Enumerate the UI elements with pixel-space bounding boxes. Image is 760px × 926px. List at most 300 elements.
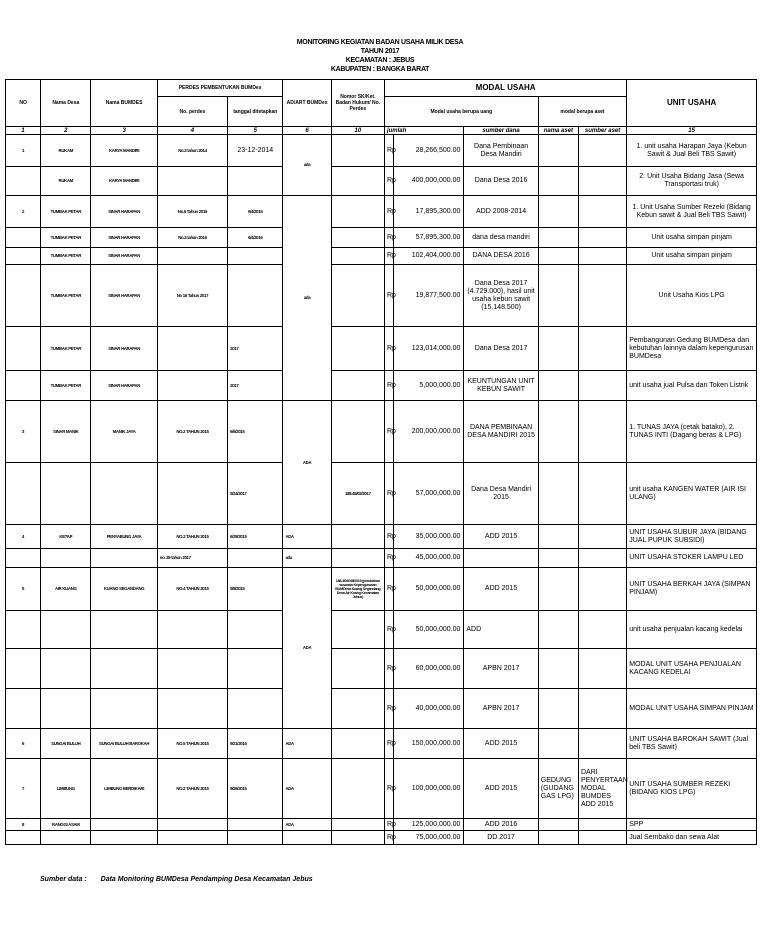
cell-aset <box>538 135 578 167</box>
cell-aset <box>538 689 578 729</box>
cell-sk <box>331 327 384 371</box>
cell-desa: TUMBAK PETAR <box>41 248 91 265</box>
cell-aset <box>538 228 578 248</box>
cell-jumlah: 50,000,000.00 <box>394 568 464 611</box>
index-cell: 2 <box>41 127 91 135</box>
cell-jumlah: 60,000,000.00 <box>394 649 464 689</box>
cell-aset <box>538 819 578 831</box>
cell-sumber-aset <box>578 831 626 845</box>
cell-perdes: No.3 tahun 2016 <box>157 228 227 248</box>
cell-bumdes: KARYA MANDIRI <box>91 167 157 196</box>
cell-rp: Rp <box>384 649 393 689</box>
cell-bumdes: SUNGAI BULUH BAROKAH <box>91 729 157 759</box>
cell-tanggal <box>228 265 283 327</box>
cell-tanggal: 6/4/2016 <box>228 228 283 248</box>
cell-rp: Rp <box>384 196 393 228</box>
table-row <box>6 463 757 525</box>
cell-sk <box>331 819 384 831</box>
index-cell: 4 <box>157 127 227 135</box>
cell-aset <box>538 196 578 228</box>
cell-no <box>6 463 41 525</box>
cell-unit: MODAL UNIT USAHA SIMPAN PINJAM <box>627 689 757 729</box>
cell-jumlah: 40,000,000.00 <box>394 689 464 729</box>
cell-aset <box>538 611 578 649</box>
cell-no <box>6 167 41 196</box>
cell-unit: UNIT USAHA STOKER LAMPU LED <box>627 549 757 568</box>
cell-bumdes <box>91 831 157 845</box>
cell-sumber <box>464 549 538 568</box>
table-row <box>6 327 757 371</box>
cell-perdes: no. 29 tahun 2017 <box>157 549 227 568</box>
cell-aset <box>538 525 578 549</box>
cell-sumber: Dana Desa Mandiri 2015 <box>464 463 538 525</box>
cell-no: 4 <box>6 525 41 549</box>
cell-perdes: NO.2 TAHUN 2015 <box>157 401 227 463</box>
cell-tanggal: 5/24/2017 <box>228 463 283 525</box>
index-cell: 5 <box>228 127 283 135</box>
cell-unit: unit usaha penjualan kacang kedelai <box>627 611 757 649</box>
header-no: NO <box>6 80 41 127</box>
cell-desa: TUMBAK PETAR <box>41 265 91 327</box>
cell-perdes <box>157 463 227 525</box>
cell-tanggal <box>228 649 283 689</box>
cell-desa: TUMBAK PETAR <box>41 196 91 228</box>
cell-no <box>6 689 41 729</box>
cell-perdes: No.3 tahun 2014 <box>157 135 227 167</box>
cell-adart: ada <box>283 549 331 568</box>
cell-desa: AIR KUANG <box>41 568 91 611</box>
cell-aset <box>538 167 578 196</box>
cell-tanggal <box>228 549 283 568</box>
cell-perdes <box>157 371 227 401</box>
cell-unit: 1. Unit Usaha Sumber Rezeki (Bidang Kebun sawit & Jual Beli TBS Sawit) <box>627 196 757 228</box>
cell-no <box>6 649 41 689</box>
cell-tanggal: 23-12-2014 <box>228 135 283 167</box>
header-tanggal: tanggal ditetapkan <box>228 97 283 127</box>
cell-sumber-aset <box>578 167 626 196</box>
cell-desa <box>41 611 91 649</box>
cell-sumber: ADD 2015 <box>464 759 538 819</box>
source-note <box>40 876 325 883</box>
header-modal-uang: Modal usaha berupa uang <box>384 97 538 127</box>
cell-jumlah: 17,895,300.00 <box>394 196 464 228</box>
cell-unit: UNIT USAHA SUMBER REZEKI (BIDANG KIOS LPG) <box>627 759 757 819</box>
cell-sumber: DANA PEMBINAAN DESA MANDIRI 2015 <box>464 401 538 463</box>
cell-sumber-aset <box>578 525 626 549</box>
index-cell: 10 <box>331 127 384 135</box>
cell-unit: Pembangunan Gedung BUMDesa dan kebutuhan lainnya dalam kepengurusan BUMDesa <box>627 327 757 371</box>
cell-no <box>6 549 41 568</box>
cell-unit: Unit Usaha Kios LPG <box>627 265 757 327</box>
cell-no <box>6 265 41 327</box>
cell-bumdes: MANIK JAYA <box>91 401 157 463</box>
cell-rp: Rp <box>384 831 393 845</box>
cell-sumber: KEUNTUNGAN UNIT KEBUN SAWIT <box>464 371 538 401</box>
header-perdes: PERDES PEMBENTUKAN BUMDes <box>157 80 283 97</box>
cell-aset <box>538 401 578 463</box>
cell-rp: Rp <box>384 327 393 371</box>
cell-unit: unit usaha KANGEN WATER (AIR ISI ULANG) <box>627 463 757 525</box>
cell-bumdes: SINAR HARAPAN <box>91 196 157 228</box>
cell-rp: Rp <box>384 228 393 248</box>
cell-sumber-aset: DARI PENYERTAAN MODAL BUMDES ADD 2015 <box>578 759 626 819</box>
cell-bumdes <box>91 463 157 525</box>
source-label: Sumber data : <box>40 876 87 883</box>
table-row <box>6 759 757 819</box>
doc-title-line3: KECAMATAN : JEBUS <box>345 57 415 64</box>
header-nomor-sk: Nomor SK/Ket. Badan Hukum/ No. Perdes <box>331 80 384 127</box>
cell-adart: ADA <box>283 525 331 549</box>
table-row <box>6 819 757 831</box>
cell-rp: Rp <box>384 819 393 831</box>
cell-desa: KETAP <box>41 525 91 549</box>
doc-title-line1: MONITORING KEGIATAN BADAN USAHA MILIK DESA <box>296 39 464 46</box>
index-cell: 3 <box>91 127 157 135</box>
table-row <box>6 568 757 611</box>
cell-tanggal <box>228 248 283 265</box>
cell-sk <box>331 265 384 327</box>
cell-rp: Rp <box>384 463 393 525</box>
cell-jumlah: 150,000,000.00 <box>394 729 464 759</box>
cell-bumdes: SINAR HARAPAN <box>91 228 157 248</box>
cell-perdes: No 16 Tahun 2017 <box>157 265 227 327</box>
cell-aset <box>538 265 578 327</box>
cell-tanggal: 5/8/2015 <box>228 568 283 611</box>
cell-sk <box>331 371 384 401</box>
cell-adart: ADA <box>283 819 331 831</box>
cell-desa <box>41 831 91 845</box>
cell-sk <box>331 167 384 196</box>
cell-sk <box>331 135 384 167</box>
cell-bumdes: SINAR HARAPAN <box>91 371 157 401</box>
cell-perdes <box>157 611 227 649</box>
header-nama-bumdes: Nama BUMDES <box>91 80 157 127</box>
cell-bumdes: LIMBUNG BERDIKARI <box>91 759 157 819</box>
cell-perdes <box>157 248 227 265</box>
cell-perdes <box>157 819 227 831</box>
table-row <box>6 248 757 265</box>
cell-unit: Jual Sembako dan sewa Alat <box>627 831 757 845</box>
cell-sk <box>331 729 384 759</box>
cell-perdes: NO.5 TAHUN 2015 <box>157 729 227 759</box>
cell-desa: TUMBAK PETAR <box>41 228 91 248</box>
cell-jumlah: 200,000,000.00 <box>394 401 464 463</box>
cell-aset <box>538 371 578 401</box>
cell-sumber-aset <box>578 611 626 649</box>
cell-sumber: ADD 2016 <box>464 819 538 831</box>
cell-unit: 1. unit usaha Harapan Jaya (Kebun Sawit & Jual Beli TBS Sawit) <box>627 135 757 167</box>
cell-perdes <box>157 831 227 845</box>
cell-sumber-aset <box>578 463 626 525</box>
cell-sumber: ADD 2015 <box>464 729 538 759</box>
cell-sumber: ADD 2008-2014 <box>464 196 538 228</box>
cell-no: 5 <box>6 568 41 611</box>
cell-unit: SPP <box>627 819 757 831</box>
cell-adart: ada <box>283 135 331 196</box>
cell-rp: Rp <box>384 759 393 819</box>
cell-desa: LIMBUNG <box>41 759 91 819</box>
cell-jumlah: 102,404,000.00 <box>394 248 464 265</box>
cell-rp: Rp <box>384 611 393 649</box>
table-row <box>6 401 757 463</box>
cell-sumber: Dana Desa 2017 (4.729.000), hasil unit usaha kebun sawit (15.148.500) <box>464 265 538 327</box>
cell-sumber: ADD <box>464 611 538 649</box>
cell-desa <box>41 689 91 729</box>
cell-jumlah: 50,000,000.00 <box>394 611 464 649</box>
cell-no <box>6 228 41 248</box>
cell-sk <box>331 759 384 819</box>
cell-sumber-aset <box>578 819 626 831</box>
cell-no: 3 <box>6 401 41 463</box>
cell-rp: Rp <box>384 265 393 327</box>
cell-rp: Rp <box>384 525 393 549</box>
header-adart: AD/ART BUMDes <box>283 80 331 127</box>
cell-sumber-aset <box>578 228 626 248</box>
cell-bumdes <box>91 549 157 568</box>
header-modal-aset: modal berupa aset <box>538 97 626 127</box>
table-row <box>6 729 757 759</box>
cell-adart: ADA <box>283 401 331 525</box>
cell-aset <box>538 248 578 265</box>
header-index-row <box>6 127 757 135</box>
cell-bumdes: KARYA MANDIRI <box>91 135 157 167</box>
cell-adart: ada <box>283 196 331 401</box>
cell-adart: ADA <box>283 759 331 819</box>
index-cell: sumber aset <box>578 127 626 135</box>
header-unit-usaha: UNIT USAHA <box>627 80 757 127</box>
cell-rp: Rp <box>384 248 393 265</box>
cell-adart <box>283 831 331 845</box>
index-cell: 6 <box>283 127 331 135</box>
cell-aset <box>538 831 578 845</box>
cell-bumdes <box>91 819 157 831</box>
index-cell: 15 <box>627 127 757 135</box>
cell-rp: Rp <box>384 729 393 759</box>
table-row <box>6 167 757 196</box>
table-row <box>6 611 757 649</box>
cell-sumber: dana desa mandiri <box>464 228 538 248</box>
cell-unit: UNIT USAHA BERKAH JAYA (SIMPAN PINJAM) <box>627 568 757 611</box>
cell-desa: RANGGI ASAM <box>41 819 91 831</box>
cell-no <box>6 831 41 845</box>
cell-rp: Rp <box>384 167 393 196</box>
cell-jumlah: 35,000,000.00 <box>394 525 464 549</box>
table-row <box>6 265 757 327</box>
cell-no <box>6 248 41 265</box>
monitoring-table <box>5 79 757 845</box>
cell-tanggal <box>228 831 283 845</box>
cell-rp: Rp <box>384 371 393 401</box>
cell-sk <box>331 401 384 463</box>
cell-jumlah: 100,000,000.00 <box>394 759 464 819</box>
cell-sumber: DANA DESA 2016 <box>464 248 538 265</box>
cell-sumber: Dana Desa 2016 <box>464 167 538 196</box>
doc-title-line2: TAHUN 2017 <box>360 48 400 55</box>
cell-tanggal <box>228 611 283 649</box>
cell-tanggal: 2017 <box>228 371 283 401</box>
cell-sk <box>331 248 384 265</box>
header-row-1 <box>6 80 757 97</box>
cell-sumber: APBN 2017 <box>464 649 538 689</box>
cell-perdes: No.6 Tahun 2015 <box>157 196 227 228</box>
cell-sumber-aset <box>578 649 626 689</box>
cell-sumber-aset <box>578 689 626 729</box>
cell-sumber-aset <box>578 248 626 265</box>
cell-sk: 188.45/02/2017 <box>331 463 384 525</box>
index-cell: sumber dana <box>464 127 538 135</box>
cell-jumlah: 123,014,000.00 <box>394 327 464 371</box>
cell-jumlah: 57,000,000.00 <box>394 463 464 525</box>
index-cell: nama aset <box>538 127 578 135</box>
table-row <box>6 135 757 167</box>
cell-no: 1 <box>6 135 41 167</box>
cell-aset <box>538 568 578 611</box>
cell-perdes <box>157 167 227 196</box>
cell-rp: Rp <box>384 568 393 611</box>
table-row <box>6 196 757 228</box>
cell-tanggal: 6/4/2015 <box>228 196 283 228</box>
cell-bumdes: PENYABUNG JAYA <box>91 525 157 549</box>
cell-jumlah: 125,000,000.00 <box>394 819 464 831</box>
cell-unit: Unit usaha simpan pinjam <box>627 248 757 265</box>
cell-tanggal: 9/26/2015 <box>228 759 283 819</box>
cell-sumber: DD 2017 <box>464 831 538 845</box>
cell-rp: Rp <box>384 135 393 167</box>
cell-jumlah: 19,877,500.00 <box>394 265 464 327</box>
cell-unit: unit usaha jual Pulsa dan Token Listrik <box>627 371 757 401</box>
cell-sumber: ADD 2015 <box>464 525 538 549</box>
cell-sk: 188.4/04/VIII/2015 (perubahan susunan Kepengurusan BUMDesa Kuang Segandang Desa Air Kuang Kecamatan Jebus) <box>331 568 384 611</box>
cell-jumlah: 57,895,300.00 <box>394 228 464 248</box>
cell-unit: 2. Unit Usaha Bidang Jasa (Sewa Transportasi truk) <box>627 167 757 196</box>
cell-jumlah: 400,000,000.00 <box>394 167 464 196</box>
cell-bumdes <box>91 611 157 649</box>
cell-unit: 1. TUNAS JAYA (cetak batako), 2. TUNAS INTI (Dagang beras & LPG) <box>627 401 757 463</box>
header-no-perdes: No. perdes <box>157 97 227 127</box>
cell-bumdes <box>91 689 157 729</box>
cell-bumdes: KUANG SEGANDANG <box>91 568 157 611</box>
index-cell: 1 <box>6 127 41 135</box>
cell-sumber-aset <box>578 327 626 371</box>
cell-aset <box>538 463 578 525</box>
cell-desa: RUKAM <box>41 135 91 167</box>
cell-sumber-aset <box>578 196 626 228</box>
cell-no: 7 <box>6 759 41 819</box>
cell-unit: UNIT USAHA SUBUR JAYA (BIDANG JUAL PUPUK SUBSIDI) <box>627 525 757 549</box>
cell-bumdes: SINAR HARAPAN <box>91 248 157 265</box>
cell-desa <box>41 463 91 525</box>
cell-jumlah: 28,266,500.00 <box>394 135 464 167</box>
table-row <box>6 371 757 401</box>
cell-no <box>6 327 41 371</box>
cell-desa: RUKAM <box>41 167 91 196</box>
cell-sumber-aset <box>578 729 626 759</box>
cell-sumber: APBN 2017 <box>464 689 538 729</box>
cell-perdes: NO.2 TAHUN 2015 <box>157 759 227 819</box>
cell-jumlah: 45,000,000.00 <box>394 549 464 568</box>
cell-adart: ADA <box>283 729 331 759</box>
cell-desa <box>41 649 91 689</box>
cell-jumlah: 5,000,000.00 <box>394 371 464 401</box>
cell-no: 2 <box>6 196 41 228</box>
cell-jumlah: 75,000,000.00 <box>394 831 464 845</box>
cell-no: 6 <box>6 729 41 759</box>
table-row <box>6 689 757 729</box>
cell-tanggal <box>228 167 283 196</box>
cell-sumber: Dana Pembinaan Desa Mandiri <box>464 135 538 167</box>
cell-desa: SINAR MANIK <box>41 401 91 463</box>
cell-tanggal: 6/6/2015 <box>228 401 283 463</box>
cell-bumdes <box>91 649 157 689</box>
cell-sumber-aset <box>578 401 626 463</box>
table-row <box>6 831 757 845</box>
cell-sumber: Dana Desa 2017 <box>464 327 538 371</box>
cell-aset: GEDUNG (GUDANG GAS LPG) <box>538 759 578 819</box>
cell-desa: SUNGAI BULUH <box>41 729 91 759</box>
table-row <box>6 228 757 248</box>
cell-perdes <box>157 649 227 689</box>
cell-tanggal <box>228 819 283 831</box>
cell-sk <box>331 196 384 228</box>
cell-tanggal: 2017 <box>228 327 283 371</box>
cell-rp: Rp <box>384 689 393 729</box>
cell-aset <box>538 549 578 568</box>
cell-rp: Rp <box>384 549 393 568</box>
header-nama-desa: Nama Desa <box>41 80 91 127</box>
cell-sumber-aset <box>578 135 626 167</box>
doc-title-line4: KABUPATEN : BANGKA BARAT <box>330 66 430 73</box>
cell-sk <box>331 549 384 568</box>
cell-desa: TUMBAK PETAR <box>41 327 91 371</box>
table-row <box>6 549 757 568</box>
index-cell: jumlah <box>384 127 463 135</box>
source-value: Data Monitoring BUMDesa Pendamping Desa Kecamatan Jebus <box>100 876 313 883</box>
cell-rp: Rp <box>384 401 393 463</box>
cell-sk <box>331 525 384 549</box>
cell-aset <box>538 327 578 371</box>
cell-aset <box>538 729 578 759</box>
cell-perdes: NO.2 TAHUN 2015 <box>157 525 227 549</box>
cell-no <box>6 371 41 401</box>
table-row <box>6 649 757 689</box>
cell-no <box>6 611 41 649</box>
cell-sk <box>331 689 384 729</box>
cell-unit: UNIT USAHA BAROKAH SAWIT (Jual beli TBS Sawit) <box>627 729 757 759</box>
cell-bumdes: SINAR HARAPAN <box>91 327 157 371</box>
cell-bumdes: SINAR HARAPAN <box>91 265 157 327</box>
cell-sk <box>331 228 384 248</box>
cell-sk <box>331 649 384 689</box>
cell-perdes <box>157 689 227 729</box>
cell-unit: MODAL UNIT USAHA PENJUALAN KACANG KEDELAI <box>627 649 757 689</box>
cell-perdes <box>157 327 227 371</box>
cell-perdes: NO.4 TAHUN 2015 <box>157 568 227 611</box>
cell-sk <box>331 831 384 845</box>
cell-sk <box>331 611 384 649</box>
header-modal-usaha: MODAL USAHA <box>384 80 626 97</box>
cell-unit: Unit usaha simpan pinjam <box>627 228 757 248</box>
cell-desa: TUMBAK PETAR <box>41 371 91 401</box>
cell-sumber-aset <box>578 265 626 327</box>
table-row <box>6 525 757 549</box>
cell-adart: ADA <box>283 568 331 729</box>
cell-tanggal <box>228 689 283 729</box>
cell-tanggal: 9/21/2015 <box>228 729 283 759</box>
cell-tanggal: 6/29/2015 <box>228 525 283 549</box>
cell-no: 8 <box>6 819 41 831</box>
cell-sumber-aset <box>578 568 626 611</box>
cell-sumber-aset <box>578 371 626 401</box>
